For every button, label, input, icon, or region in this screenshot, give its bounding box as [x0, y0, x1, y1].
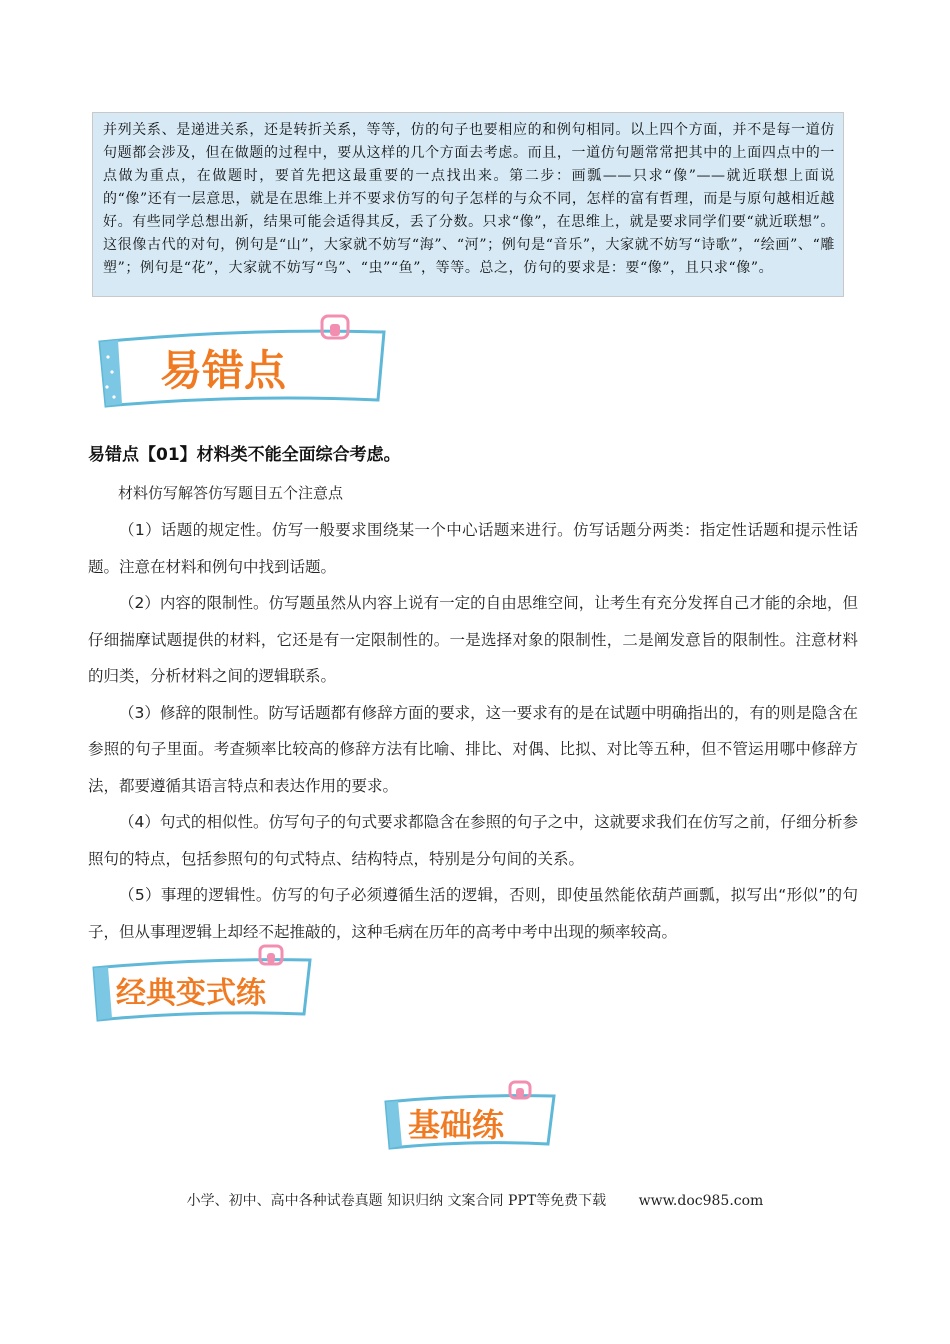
section-subheading: 材料仿写解答仿写题目五个注意点 — [118, 484, 344, 502]
point-3: （3）修辞的限制性。防写话题都有修辞方面的要求，这一要求有的是在试题中明确指出的，有的则是隐含在参照的句子里面。考查频率比较高的修辞方法有比喻、排比、对偶、比拟、对比等五种，但不管运用哪中修辞方法，都要遵循其语言特点和表达作用的要求。 — [88, 703, 858, 795]
intro-paragraph: 并列关系、是递进关系，还是转折关系，等等，仿的句子也要相应的和例句相同。以上四个方面，并不是每一道仿句题都会涉及，但在做题的过程中，要从这样的几个方面去考虑。而且，一道仿句题常常把其中的上面四点中的一点做为重点，在做题时，要首先把这最重要的一点找出来。第二步：画瓢——只求“像”——就近联想上面说的“像”还有一层意思，就是在思维上并不要求仿写的句子怎样的与众不同，怎样的富有哲理，而是与原句越相近越好。有些同学总想出新，结果可能会适得其反，丢了分数。只求“像”，在思维上，就是要求同学们要“就近联想”。这很像古代的对句，例句是“山”，大家就不妨写“海”、“河”；例句是“音乐”，大家就不妨写“诗歌”，“绘画”、“雕塑”；例句是“花”，大家就不妨写“鸟”、“虫”“鱼”，等等。总之，仿句的要求是：要“像”，且只求“像”。 — [103, 122, 836, 276]
page-footer — [0, 1190, 950, 1210]
intro-text-box — [92, 112, 844, 297]
footer-text: 小学、初中、高中各种试卷真题 知识归纳 文案合同 PPT等免费下载 — [186, 1193, 607, 1209]
banner-practice — [88, 944, 316, 1024]
point-1: （1）话题的规定性。仿写一般要求围绕某一个中心话题来进行。仿写话题分两类：指定性话题和提示性话题。注意在材料和例句中找到话题。 — [88, 521, 858, 576]
banner-errors — [92, 312, 392, 412]
point-5: （5）事理的逻辑性。仿写的句子必须遵循生活的逻辑，否则，即使虽然能依葫芦画瓢，拟写出“形似”的句子，但从事理逻辑上却经不起推敲的，这种毛病在历年的高考中考中出现的频率较高。 — [88, 886, 858, 941]
banner-practice-title: 经典变式练 — [116, 976, 266, 1011]
banner-basic-title: 基础练 — [408, 1106, 505, 1144]
footer-url[interactable]: www.doc985.com — [638, 1193, 764, 1209]
section-heading: 易错点【01】材料类不能全面综合考虑。 — [88, 445, 401, 465]
banner-basic — [380, 1080, 560, 1152]
point-2: （2）内容的限制性。仿写题虽然从内容上说有一定的自由思维空间，让考生有充分发挥自己才能的余地，但仔细揣摩试题提供的材料，它还是有一定限制性的。一是选择对象的限制性，二是阐发意旨的限制性。注意材料的归类，分析材料之间的逻辑联系。 — [88, 594, 858, 685]
point-4: （4）句式的相似性。仿写句子的句式要求都隐含在参照的句子之中，这就要求我们在仿写之前，仔细分析参照句的特点，包括参照句的句式特点、结构特点，特别是分句间的关系。 — [88, 813, 858, 868]
points-list — [88, 512, 858, 950]
banner-errors-title: 易错点 — [160, 346, 287, 395]
